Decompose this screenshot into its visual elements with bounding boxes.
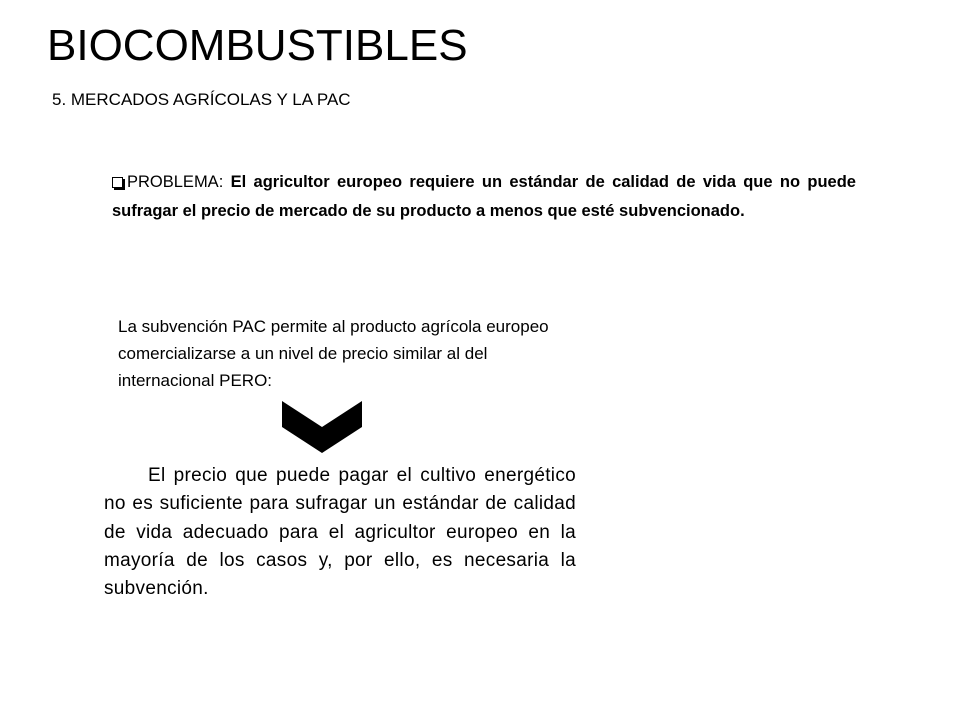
subsidy-note: La subvención PAC permite al producto agrícola europeo comercializarse a un nivel de precio similar al del internacional PERO: [118, 317, 549, 390]
problem-label: PROBLEMA: [127, 173, 231, 191]
chevron-down-icon [282, 401, 362, 453]
conclusion-text: El precio que puede pagar el cultivo energético no es suficiente para sufragar un estándar de calidad de vida adecuado para el agricultor europeo en la mayoría de los casos y, por ello, es necesaria la subvención. [104, 465, 576, 600]
checkbox-bullet-icon [112, 177, 123, 188]
slide-title: BIOCOMBUSTIBLES [47, 21, 468, 70]
problem-text: El agricultor europeo requiere un estándar de calidad de vida que no puede sufragar el precio de mercado de su producto a menos que esté subvencionado. [112, 173, 856, 220]
problem-statement [112, 168, 856, 226]
slide-subtitle: 5. MERCADOS AGRÍCOLAS Y LA PAC [52, 90, 351, 109]
